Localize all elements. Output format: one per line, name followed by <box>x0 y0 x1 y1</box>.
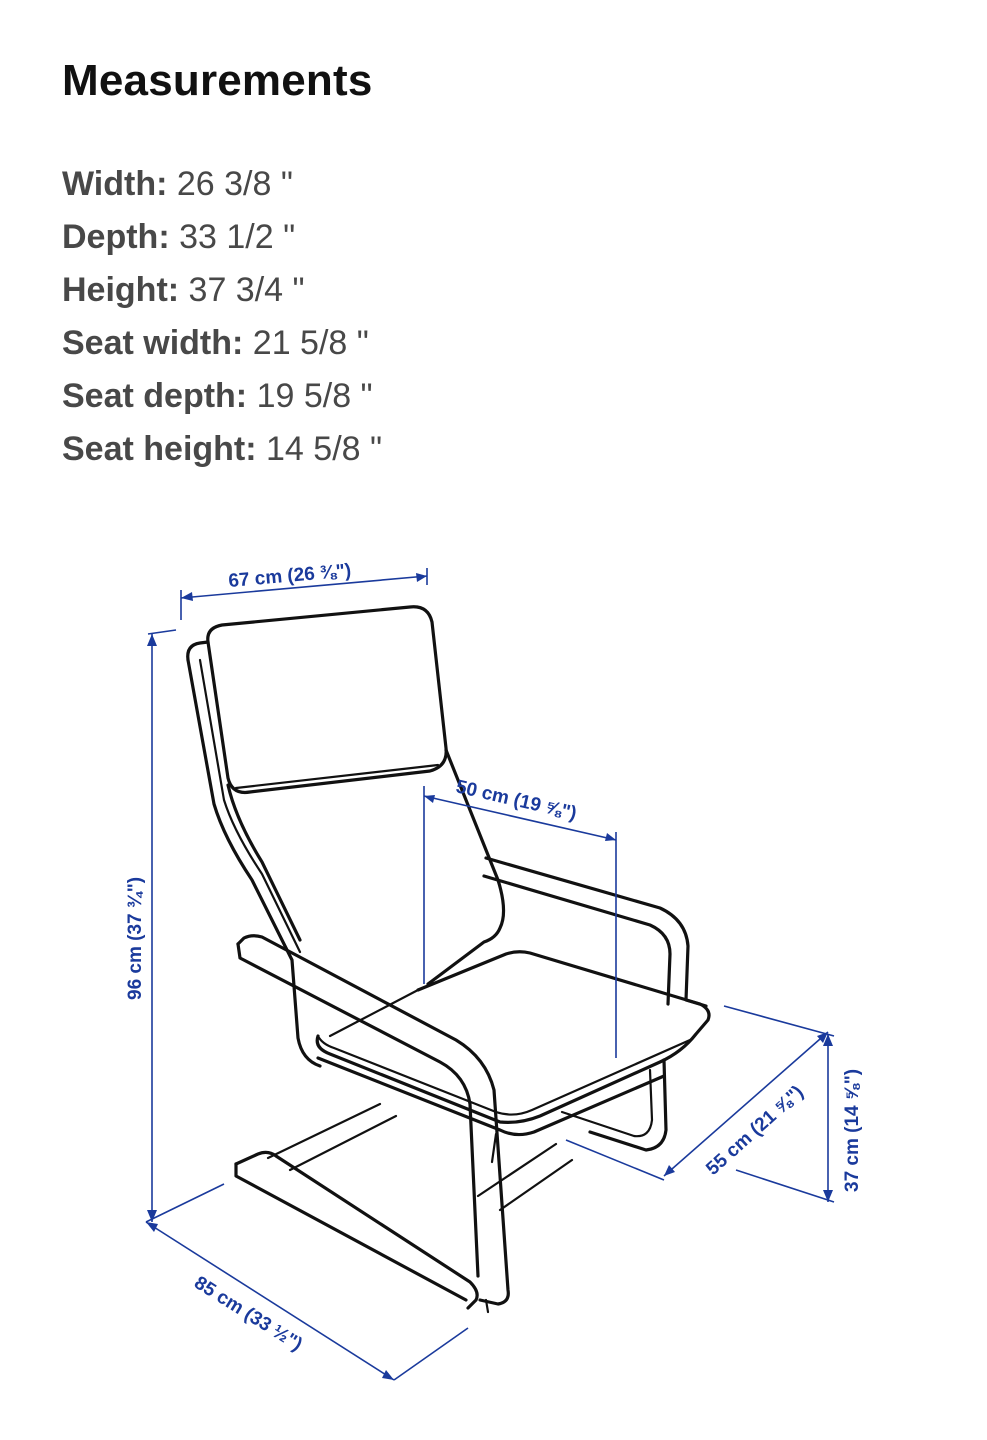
measurement-value: 19 5/8 " <box>247 377 373 415</box>
measurement-label: Depth: <box>62 218 170 256</box>
arrowhead <box>605 833 616 841</box>
seat-width-extension-line <box>724 1006 834 1036</box>
dimension-lines <box>146 568 834 1380</box>
measurement-value: 14 5/8 " <box>256 430 383 468</box>
arrowhead <box>424 795 435 803</box>
seat-depth-dimension-label: 50 cm (19 ⅝") <box>453 776 579 825</box>
seat-width-extension-line <box>566 1140 664 1180</box>
depth-dimension-line <box>146 1222 394 1380</box>
arrowhead <box>146 1222 158 1232</box>
arrowhead <box>664 1165 675 1176</box>
arrowhead <box>181 592 193 601</box>
arrowhead <box>382 1370 394 1380</box>
measurement-label: Seat depth: <box>62 377 248 415</box>
page-title: Measurements <box>62 56 373 105</box>
measurement-value: 33 1/2 " <box>169 218 296 256</box>
chair-illustration <box>188 607 709 1312</box>
measurement-label: Seat height: <box>62 430 257 468</box>
height-dimension-label: 96 cm (37 ¾") <box>125 876 146 1000</box>
measurement-value: 37 3/4 " <box>179 271 305 309</box>
measurement-value: 21 5/8 " <box>243 324 369 362</box>
seat-height-dimension-label: 37 cm (14 ⅝") <box>842 1068 863 1192</box>
depth-extension-line <box>146 1184 224 1222</box>
seat-width-dimension-line <box>664 1032 828 1176</box>
depth-dimension-label: 85 cm (33 ½") <box>190 1272 306 1356</box>
arrowhead <box>823 1190 833 1202</box>
seat-width-dimension-label: 55 cm (21 ⅝") <box>702 1081 808 1180</box>
measurement-label: Height: <box>62 271 180 309</box>
measurement-label: Width: <box>62 165 168 203</box>
measurement-value: 26 3/8 " <box>167 165 293 203</box>
seat-height-extension-line <box>736 1170 834 1202</box>
arrowhead <box>147 634 157 646</box>
measurement-label: Seat width: <box>62 324 244 362</box>
height-extension-line <box>148 630 176 634</box>
width-dimension-label: 67 cm (26 ⅜") <box>227 560 353 592</box>
depth-extension-line <box>394 1328 468 1380</box>
arrowhead <box>416 573 427 582</box>
